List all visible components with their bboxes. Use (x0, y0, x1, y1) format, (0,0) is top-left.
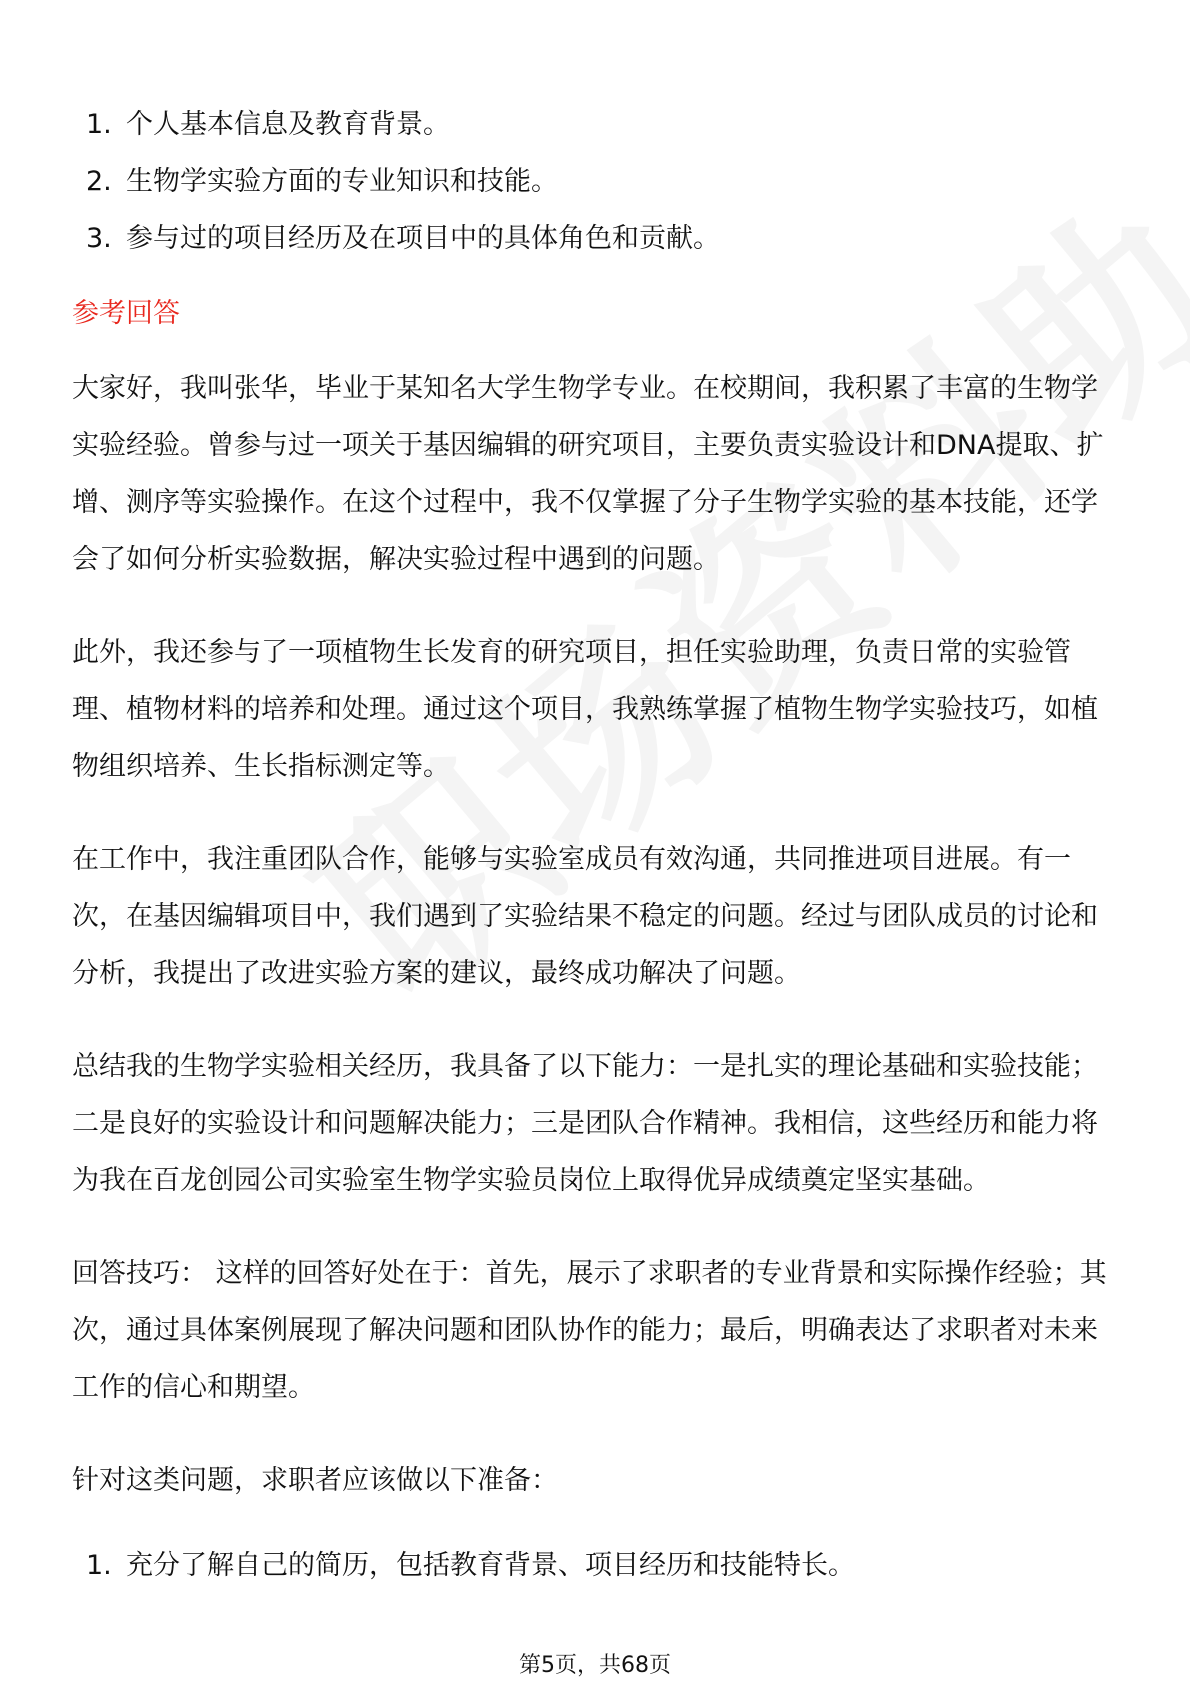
paragraph: 大家好，我叫张华，毕业于某知名大学生物学专业。在校期间，我积累了丰富的生物学实验经验。曾参与过一项关于基因编辑的研究项目，主要负责实验设计和DNA提取、扩增、测序等实验操作。在这个过程中，我不仅掌握了分子生物学实验的基本技能，还学会了如何分析实验数据，解决实验过程中遇到的问题。 (72, 373, 1104, 575)
section-title: 参考回答 (72, 298, 180, 329)
list-item (72, 96, 1122, 153)
paragraph: 此外，我还参与了一项植物生长发育的研究项目，担任实验助理，负责日常的实验管理、植物材料的培养和处理。通过这个项目，我熟练掌握了植物生物学实验技巧，如植物组织培养、生长指标测定等。 (72, 637, 1098, 782)
list-item-number: 1. (86, 109, 112, 140)
paragraph: 回答技巧： 这样的回答好处在于：首先，展示了求职者的专业背景和实际操作经验；其次，通过具体案例展现了解决问题和团队协作的能力；最后，明确表达了求职者对未来工作的信心和期望。 (72, 1258, 1107, 1403)
list-item-number: 3. (86, 223, 112, 254)
list-item (72, 210, 1122, 267)
list-item-text: 生物学实验方面的专业知识和技能。 (126, 166, 558, 197)
list-item-text: 个人基本信息及教育背景。 (126, 109, 450, 140)
paragraph: 总结我的生物学实验相关经历，我具备了以下能力：一是扎实的理论基础和实验技能；二是良好的实验设计和问题解决能力；三是团队合作精神。我相信，这些经历和能力将为我在百龙创园公司实验室生物学实验员岗位上取得优异成绩奠定坚实基础。 (72, 1051, 1098, 1196)
list-item (72, 153, 1122, 210)
list-item-number: 1. (86, 1550, 112, 1581)
list-item-text: 充分了解自己的简历，包括教育背景、项目经历和技能特长。 (126, 1550, 855, 1581)
paragraph: 在工作中，我注重团队合作，能够与实验室成员有效沟通，共同推进项目进展。有一次，在基因编辑项目中，我们遇到了实验结果不稳定的问题。经过与团队成员的讨论和分析，我提出了改进实验方案的建议，最终成功解决了问题。 (72, 844, 1098, 989)
list-item-number: 2. (86, 166, 112, 197)
page-footer: 第5页，共68页 (519, 1653, 671, 1678)
list-item (72, 1537, 1122, 1594)
preparation-list (72, 1537, 1122, 1594)
paragraph: 针对这类问题，求职者应该做以下准备： (72, 1465, 558, 1496)
question-list (72, 96, 1122, 267)
page-content (72, 96, 1122, 1594)
list-item-text: 参与过的项目经历及在项目中的具体角色和贡献。 (126, 223, 720, 254)
